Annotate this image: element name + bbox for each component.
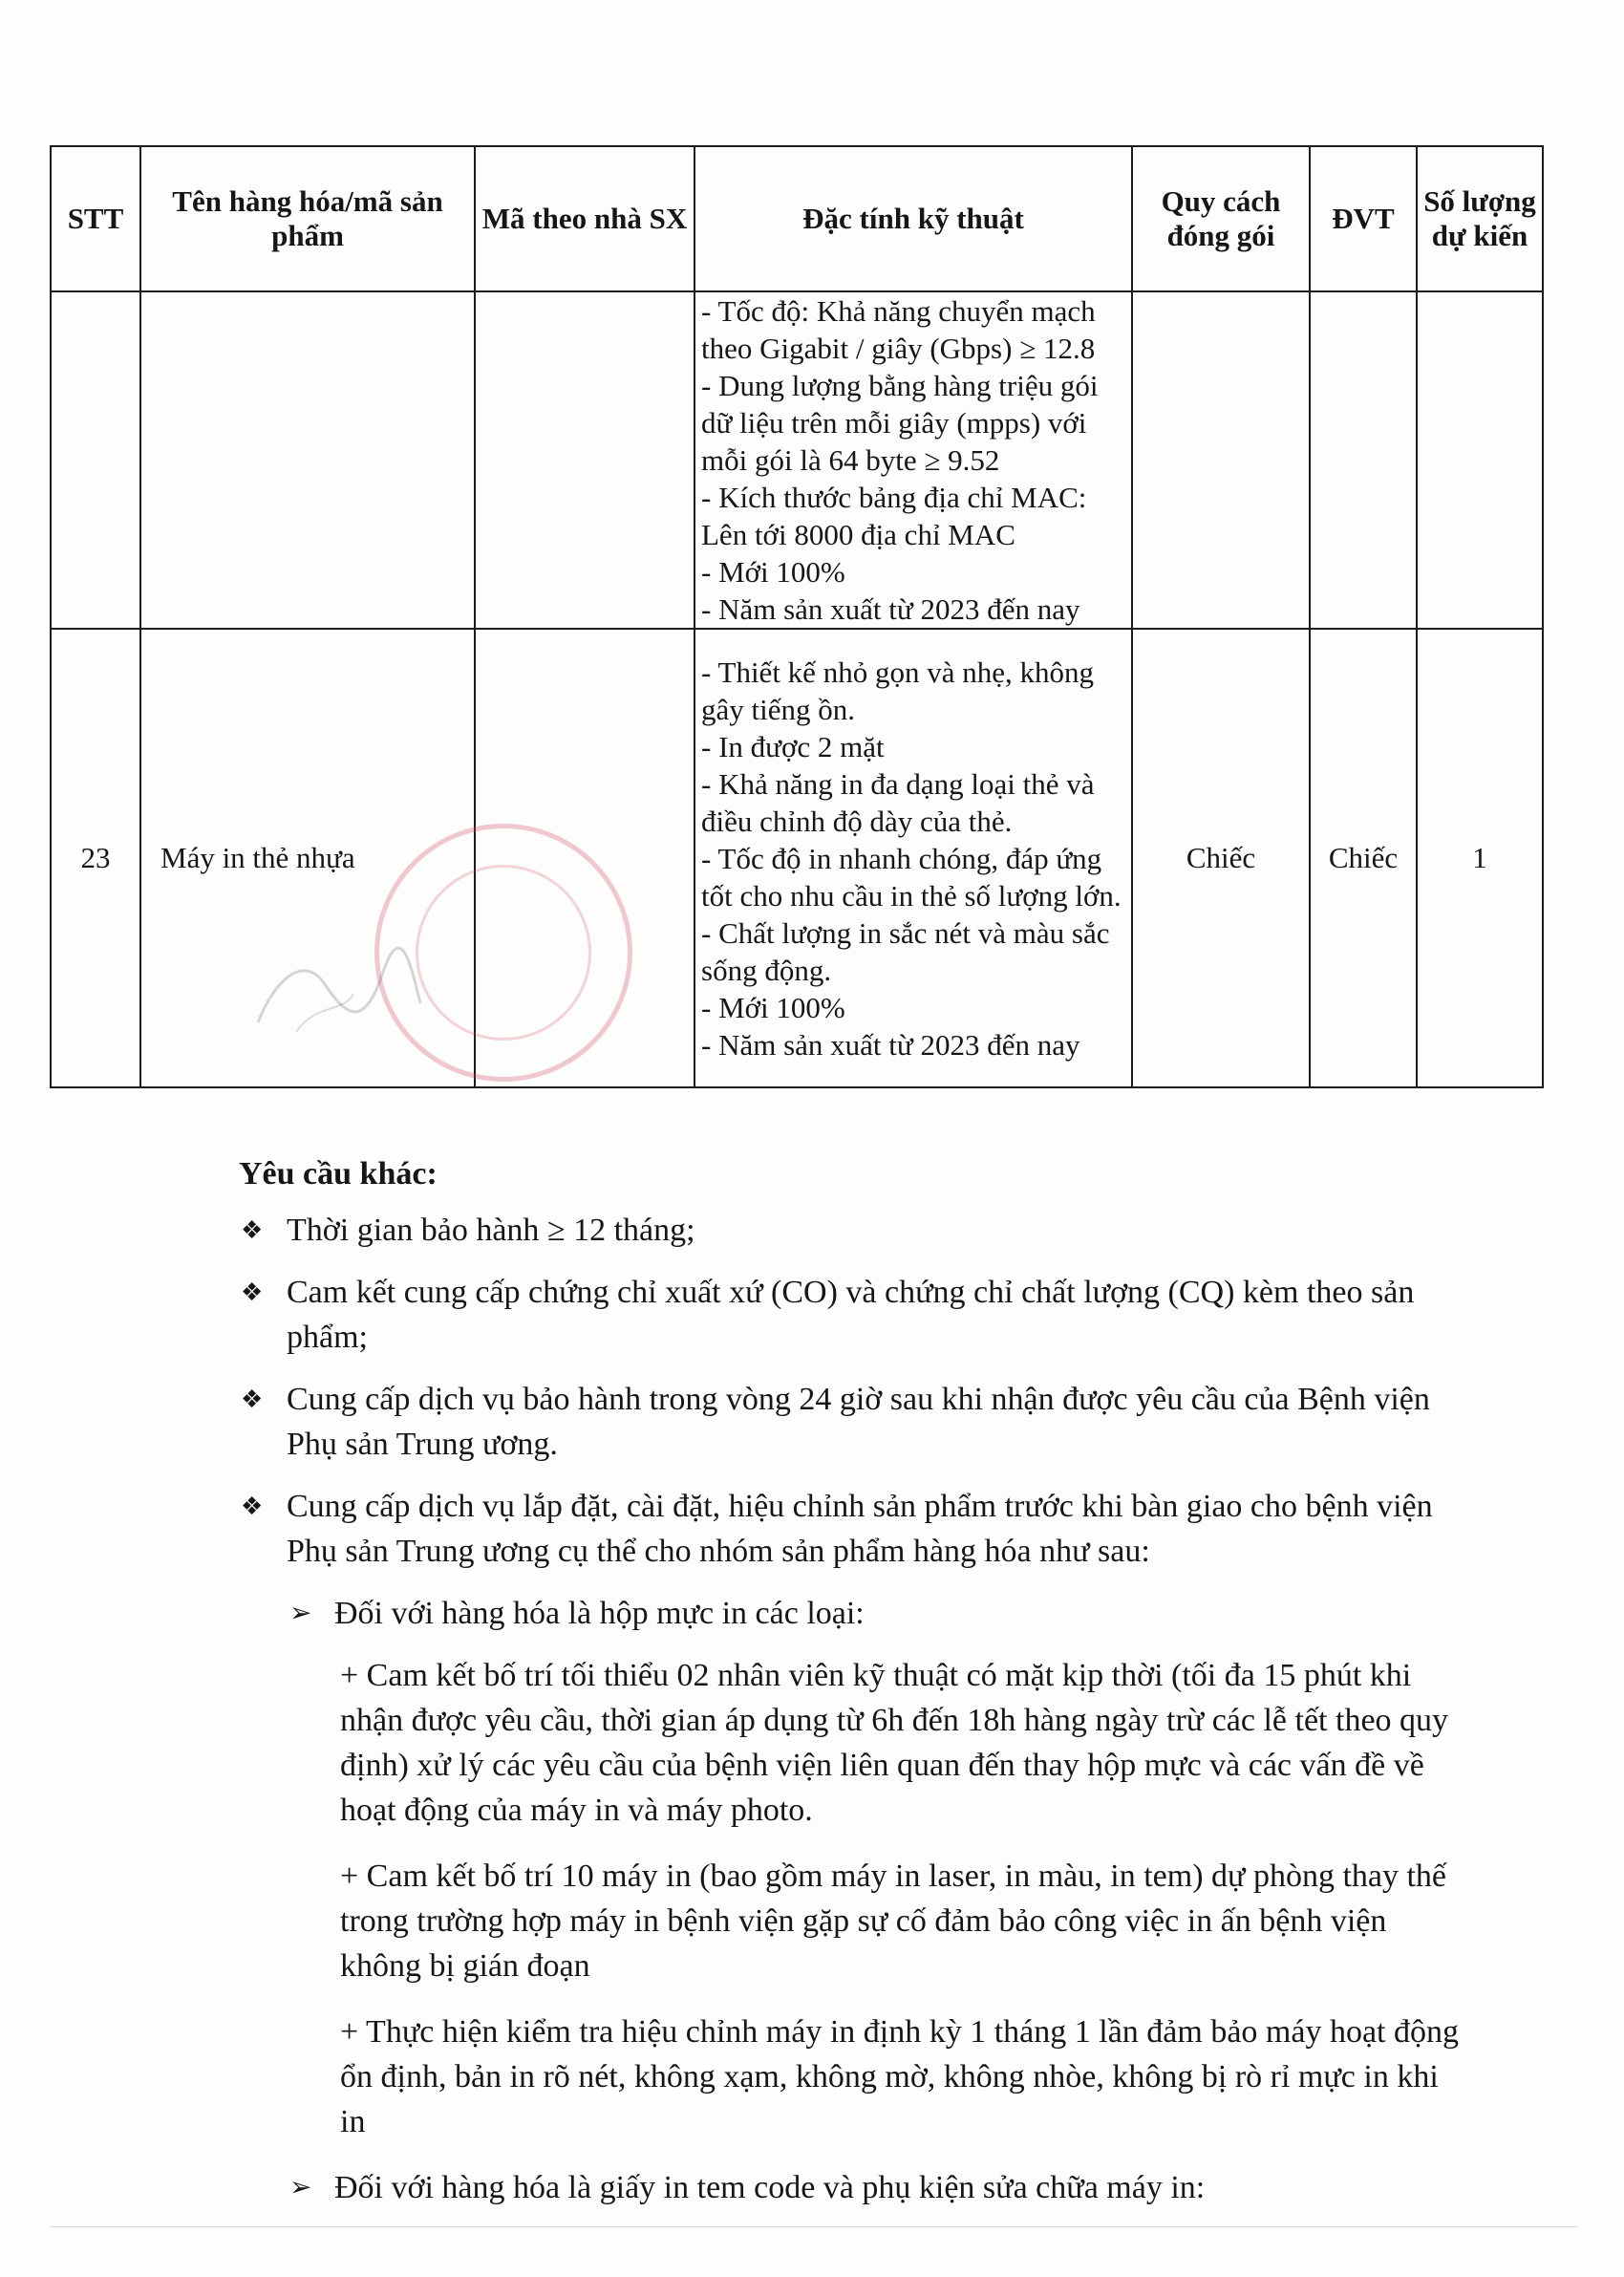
header-unit: ĐVT xyxy=(1310,146,1417,291)
spec-line: - Năm sản xuất từ 2023 đến nay xyxy=(701,1027,1080,1062)
spec-line: - Tốc độ: Khả năng chuyển mạch theo Gigabit / giây (Gbps) ≥ 12.8 xyxy=(701,294,1096,365)
cell-unit xyxy=(1310,291,1417,629)
requirements-title: Yêu cầu khác: xyxy=(239,1156,438,1192)
diamond-bullet-icon: ❖ xyxy=(241,1386,264,1413)
header-product-name: Tên hàng hóa/mã sản phẩm xyxy=(140,146,475,291)
header-stt: STT xyxy=(51,146,140,291)
spec-line: - Kích thước bảng địa chỉ MAC: Lên tới 8000 địa chỉ MAC xyxy=(701,481,1087,551)
table-row xyxy=(51,291,1543,629)
header-manufacturer-code: Mã theo nhà SX xyxy=(475,146,694,291)
spec-line: - Mới 100% xyxy=(701,990,845,1024)
spec-line: - Chất lượng in sắc nét và màu sắc sống động. xyxy=(701,915,1110,987)
table-header-row xyxy=(51,146,1543,291)
requirement-item xyxy=(191,1484,1462,1574)
header-technical-spec: Đặc tính kỹ thuật xyxy=(694,146,1132,291)
diamond-bullet-icon: ❖ xyxy=(241,1216,264,1244)
cell-packing: Chiếc xyxy=(1132,629,1310,1087)
sub-item: + Cam kết bố trí tối thiểu 02 nhân viên kỹ thuật có mặt kịp thời (tối đa 15 phút khi nhận được yêu cầu, thời gian áp dụng từ 6h đến 18h hàng ngày trừ các lễ tết theo quy định) xử lý các yêu cầu của bệnh viện liên quan đến thay hộp mực và các vấn đề về hoạt động của máy in và máy photo. xyxy=(340,1658,1449,1828)
sub-group-label: Đối với hàng hóa là hộp mực in các loại: xyxy=(334,1596,865,1631)
cell-manufacturer-code xyxy=(475,629,694,1087)
cell-stt: 23 xyxy=(51,629,140,1087)
cell-technical-spec xyxy=(694,291,1132,629)
spec-line: - Tốc độ in nhanh chóng, đáp ứng tốt cho nhu cầu in thẻ số lượng lớn. xyxy=(701,841,1122,913)
sub-group-paper xyxy=(191,2165,1462,2210)
page-edge-line xyxy=(50,2226,1578,2227)
requirement-text: Cam kết cung cấp chứng chỉ xuất xứ (CO) và chứng chỉ chất lượng (CQ) kèm theo sản phẩm; xyxy=(287,1275,1415,1355)
cell-manufacturer-code xyxy=(475,291,694,629)
spec-line: - Thiết kế nhỏ gọn và nhẹ, không gây tiếng ồn. xyxy=(701,655,1094,726)
header-quantity: Số lượng dự kiến xyxy=(1417,146,1543,291)
arrow-bullet-icon: ➢ xyxy=(289,1599,312,1628)
spec-line: - In được 2 mặt xyxy=(701,729,885,763)
arrow-bullet-icon: ➢ xyxy=(289,2173,312,2202)
cell-product-name: Máy in thẻ nhựa xyxy=(140,629,475,1087)
header-packing: Quy cách đóng gói xyxy=(1132,146,1310,291)
cell-product-name xyxy=(140,291,475,629)
spec-table xyxy=(50,145,1544,1088)
sub-item: + Cam kết bố trí 10 máy in (bao gồm máy in laser, in màu, in tem) dự phòng thay thế trong trường hợp máy in bệnh viện gặp sự cố đảm bảo công việc in ấn bệnh viện không bị gián đoạn xyxy=(340,1858,1447,1984)
sub-group-label: Đối với hàng hóa là giấy in tem code và phụ kiện sửa chữa máy in: xyxy=(334,2170,1206,2205)
requirement-item xyxy=(191,1377,1462,1467)
cell-unit: Chiếc xyxy=(1310,629,1417,1087)
sub-item: + Thực hiện kiểm tra hiệu chỉnh máy in định kỳ 1 tháng 1 lần đảm bảo máy hoạt động ổn định, bản in rõ nét, không xạm, không mờ, không nhòe, không bị rò rỉ mực in khi in xyxy=(340,2014,1460,2139)
cell-quantity: 1 xyxy=(1417,629,1543,1087)
requirement-text: Cung cấp dịch vụ lắp đặt, cài đặt, hiệu chỉnh sản phẩm trước khi bàn giao cho bệnh viện Phụ sản Trung ương cụ thể cho nhóm sản phẩm hàng hóa như sau: xyxy=(287,1489,1433,1569)
spec-line: - Dung lượng bằng hàng triệu gói dữ liệu trên mỗi giây (mpps) với mỗi gói là 64 byte ≥ 9.52 xyxy=(701,369,1099,477)
cell-stt xyxy=(51,291,140,629)
spec-line: - Năm sản xuất từ 2023 đến nay xyxy=(701,592,1080,626)
cell-packing xyxy=(1132,291,1310,629)
cell-quantity xyxy=(1417,291,1543,629)
diamond-bullet-icon: ❖ xyxy=(241,1278,264,1306)
cell-technical-spec xyxy=(694,629,1132,1087)
other-requirements xyxy=(191,1151,1462,2227)
requirement-text: Cung cấp dịch vụ bảo hành trong vòng 24 giờ sau khi nhận được yêu cầu của Bệnh viện Phụ sản Trung ương. xyxy=(287,1382,1430,1462)
spec-line: - Khả năng in đa dạng loại thẻ và điều chỉnh độ dày của thẻ. xyxy=(701,766,1095,838)
requirement-item xyxy=(191,1270,1462,1360)
table-row xyxy=(51,629,1543,1087)
requirement-text: Thời gian bảo hành ≥ 12 tháng; xyxy=(287,1213,695,1248)
spec-line: - Mới 100% xyxy=(701,555,845,589)
sub-group-ink xyxy=(191,1591,1462,1636)
diamond-bullet-icon: ❖ xyxy=(241,1493,264,1520)
requirement-item xyxy=(191,1208,1462,1253)
